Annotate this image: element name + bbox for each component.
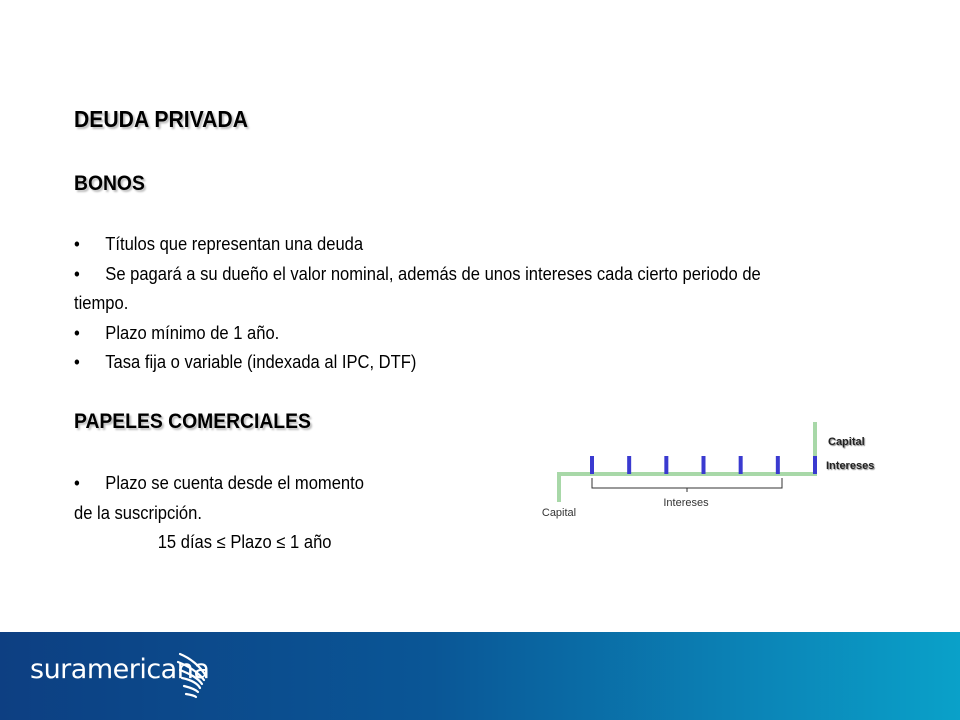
interest-tick [813, 456, 817, 474]
list-item: • Plazo se cuenta desde el momento [74, 473, 364, 493]
interest-tick [627, 456, 631, 474]
interest-tick [739, 456, 743, 474]
bonos-list [74, 230, 820, 378]
plazo-range: 15 días ≤ Plazo ≤ 1 año [157, 532, 332, 552]
intereses-right-label: Intereses [826, 460, 875, 472]
list-item: • Tasa fija o variable (indexada al IPC, DTF) [74, 352, 417, 372]
interest-bracket [592, 478, 782, 492]
interest-tick [702, 456, 706, 474]
interest-tick [776, 456, 780, 474]
section-heading-papeles: PAPELES COMERCIALES [74, 410, 311, 433]
interest-tick [590, 456, 594, 474]
bullet-text: Tasa fija o variable (indexada al IPC, DTF) [105, 352, 417, 372]
brand-wing-icon [172, 648, 216, 704]
footer-band [0, 632, 960, 720]
list-item: • Se pagará a su dueño el valor nominal, además de unos intereses cada cierto periodo de [74, 263, 761, 284]
bullet-text: Plazo mínimo de 1 año. [105, 322, 280, 343]
list-item: • Plazo mínimo de 1 año. [74, 322, 280, 343]
brand-logo-text: suramericana [30, 654, 210, 685]
intereses-bracket-label: Intereses [663, 497, 709, 509]
section-heading-bonos: BONOS [74, 172, 145, 195]
continuation-text: tiempo. [74, 293, 129, 313]
capital-out-leg [557, 472, 561, 502]
bullet-text: Plazo se cuenta desde el momento [105, 473, 364, 493]
papeles-list [74, 469, 389, 558]
bullet-text: Se pagará a su dueño el valor nominal, además de unos intereses cada cierto periodo de [105, 263, 761, 284]
bullet-text: Títulos que representan una deuda [105, 234, 364, 254]
cash-flow-diagram [520, 420, 900, 530]
continuation-text: de la suscripción. [74, 502, 202, 523]
interest-ticks [590, 456, 817, 474]
capital-right-label: Capital [828, 436, 865, 448]
slide-title: DEUDA PRIVADA [74, 106, 248, 132]
interest-tick [664, 456, 668, 474]
list-item: • Títulos que representan una deuda [74, 234, 364, 254]
capital-left-label: Capital [541, 507, 577, 519]
